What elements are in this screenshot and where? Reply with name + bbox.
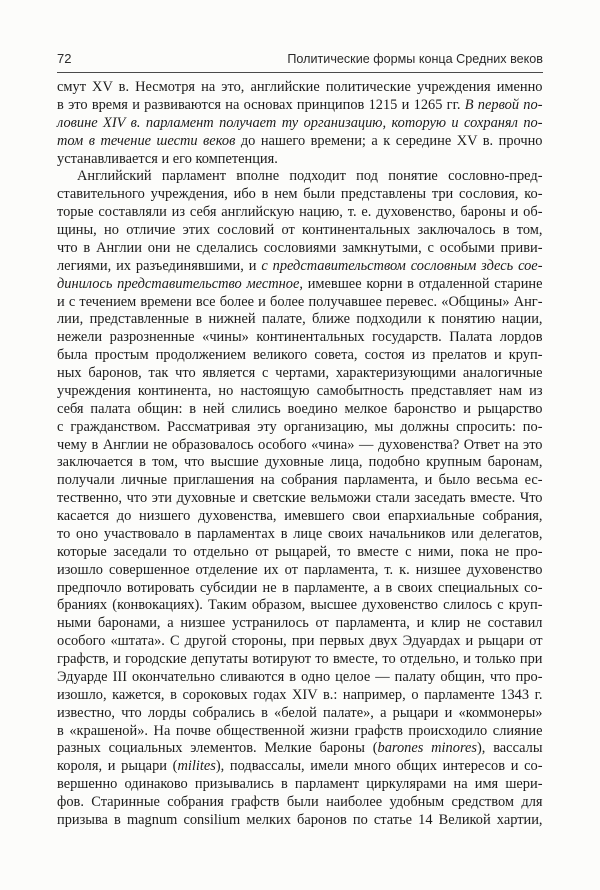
text-line (57, 168, 543, 186)
text-segment: призыва в magnum consilium мелких баронов по статье 14 Великой хартии, (57, 811, 543, 828)
text-segment: в это время и развиваются на основах принципов 1215 и 1265 гг. (57, 96, 465, 113)
text-line (57, 186, 543, 204)
text-line (57, 812, 543, 830)
text-segment: была простым продолжением великого совета, состоя из прелатов и круп- (57, 347, 543, 364)
text-segment: ными баронами, а низшее устранилось от парламента, и клир не составил (57, 615, 543, 632)
text-line (57, 419, 543, 437)
text-segment: устанавливается и его компетенция. (57, 150, 278, 167)
text-segment: смут XV в. Несмотря на это, английские политические учреждения именно (57, 79, 543, 95)
text-line (57, 294, 543, 312)
text-segment: чему в Англии не образовалось особого «чина» — духовенства? Ответ на это (57, 436, 543, 453)
text-line (57, 526, 543, 544)
italic-text-segment: barones minores (377, 740, 477, 757)
text-segment: изошло совершенное отделение их от парламента, т. к. низшее духовенство (57, 561, 543, 578)
text-line (57, 651, 543, 669)
text-line (57, 597, 543, 615)
text-line (57, 472, 543, 490)
text-segment: разных социальных элементов. Мелкие бароны ( (57, 740, 378, 757)
text-segment: получали личные приглашения на собрания парламента, и было весьма ес- (57, 472, 543, 489)
text-segment: касается до низшего духовенства, имевшего свои епархиальные собрания, (57, 508, 543, 524)
text-segment: фов. Старинные собрания графств были наиболее удобным средством для (57, 794, 543, 810)
text-line (57, 437, 543, 455)
text-line (57, 687, 543, 705)
text-line (57, 133, 543, 151)
running-title: Политические формы конца Средних веков (287, 52, 543, 66)
text-line (57, 204, 543, 222)
text-segment: учреждения континента, но настоящую самобытность представляет нам из (57, 382, 543, 399)
text-line (57, 615, 543, 633)
text-segment: предпочло вотировать субсидии не в парламенте, а в своих специальных со- (57, 579, 543, 596)
italic-text-segment: том в течение шести веков (57, 132, 236, 149)
text-line (57, 544, 543, 562)
text-segment: ), подвассалы, имели много общих интересов и со- (215, 758, 543, 775)
text-line (57, 508, 543, 526)
text-segment: то оно участвовало в парламентах в лице своих начальников или делегатов, (57, 525, 543, 542)
italic-text-segment: ловине XIV в. парламент получает ту организацию, которую и сохранял по- (57, 114, 543, 131)
page-number: 72 (57, 51, 72, 66)
text-line (57, 580, 543, 598)
text-line (57, 669, 543, 687)
text-line (57, 79, 543, 97)
text-segment: нежели разрозненные «чины» континентальных государств. Палата лордов (57, 329, 543, 346)
text-segment: Эдуарде III окончательно сливаются в одно целое — палату общин, что про- (57, 668, 543, 685)
text-segment: лии, представленные в нижней палате, ближе подходили к понятию нации, (57, 311, 543, 328)
header-rule (57, 72, 543, 73)
paragraph (57, 168, 543, 829)
text-segment: которые заседали то отдельно от рыцарей, то вместе с ними, пока не про- (57, 543, 543, 560)
text-line (57, 740, 543, 758)
text-segment: щины, но отличие этих сословий от континентальных заключалось в том, (57, 222, 543, 238)
paragraph (57, 79, 543, 168)
italic-text-segment: с представительством сословным здесь сое- (261, 257, 543, 274)
text-segment: Английский парламент вполне подходит под понятие сословно-пред- (77, 168, 543, 185)
text-segment: торые составляли из себя английскую нацию, т. е. духовенство, бароны и об- (57, 204, 543, 221)
text-segment: известно, что лорды собрались в «белой палате», а рыцари и «коммонеры» (57, 704, 543, 721)
text-line (57, 240, 543, 258)
text-segment: что в Англии они не сделались сословиями замкнутыми, с особыми приви- (57, 239, 543, 256)
text-segment: тественно, что эти духовные и светские вельможи стали заседать вместе. Что (57, 490, 543, 507)
text-segment: графств, и городские депутаты вотируют то вместе, то отдельно, и только при (57, 651, 543, 667)
text-line (57, 758, 543, 776)
body-text (57, 79, 543, 830)
text-line (57, 454, 543, 472)
text-segment: с гражданством. Рассматривая эту организацию, мы должны спросить: по- (57, 418, 543, 435)
text-segment: ставительного учреждения, ибо в нем были представлены три сословия, ко- (57, 186, 543, 203)
italic-text-segment: В первой по- (464, 96, 543, 113)
text-line (57, 115, 543, 133)
text-segment: легиями, их разъединявшими, и (57, 257, 262, 274)
text-line (57, 258, 543, 276)
text-segment: изошло, кажется, в сороковых годах XIV в.: например, о парламенте 1343 г. (57, 686, 543, 703)
text-line (57, 776, 543, 794)
text-line (57, 794, 543, 812)
text-line (57, 97, 543, 115)
text-segment: короля, и рыцари ( (57, 758, 178, 775)
italic-text-segment: milites (177, 758, 216, 775)
text-line (57, 705, 543, 723)
text-segment: ных баронов, так что является с чертами, характеризующими аналогичные (57, 365, 543, 381)
text-line (57, 151, 543, 169)
text-segment: , имевшее корни в отдаленной старине (299, 275, 543, 292)
text-segment: себя палата общин: в ней слились воедино мелкое баронство и рыцарство (57, 400, 543, 417)
text-segment: в «крашеной». На почве общественной жизни графств происходило слияние (57, 722, 543, 739)
text-segment: ), вассалы (477, 740, 543, 757)
text-line (57, 311, 543, 329)
text-line (57, 365, 543, 383)
text-segment: особого «штата». С другой стороны, при первых двух Эдуардах и рыцари от (57, 633, 543, 650)
text-segment: браниях (конвокациях). Таким образом, высшее духовенство слилось с круп- (57, 597, 543, 614)
text-line (57, 276, 543, 294)
text-line (57, 723, 543, 741)
text-line (57, 222, 543, 240)
text-segment: вершенно одинаково призывались в парламент циркулярами на имя шери- (57, 776, 543, 793)
italic-text-segment: динилось представительство местное (57, 275, 300, 292)
text-segment: и с течением времени все более и более получавшее перевес. «Общины» Анг- (57, 293, 543, 310)
text-line (57, 347, 543, 365)
text-segment: до нашего времени; а к середине XV в. прочно (235, 132, 543, 149)
text-segment: заключается в том, что высшие духовные лица, подобно крупным баронам, (57, 454, 543, 471)
text-line (57, 383, 543, 401)
text-line (57, 490, 543, 508)
text-line (57, 562, 543, 580)
text-line (57, 329, 543, 347)
text-line (57, 633, 543, 651)
text-line (57, 401, 543, 419)
